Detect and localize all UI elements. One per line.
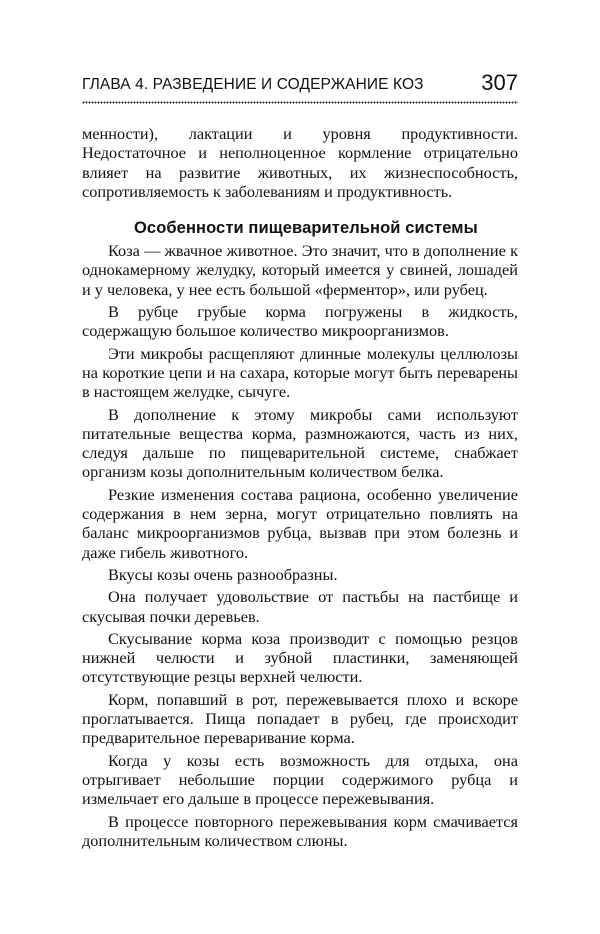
header-divider xyxy=(82,100,518,105)
paragraph: менности), лактации и уровня продуктивности. Недостаточное и неполноценное кормление отрицательно влияет на развитие животных, их жизнеспособность, сопротивляемость к заболеваниям и продуктивность. xyxy=(82,124,518,201)
paragraph: Коза — жвачное животное. Это значит, что в дополнение к однокамерному желудку, который имеется у свиней, лошадей и у человека, у нее есть большой «ферментор», или рубец. xyxy=(82,241,518,299)
paragraph: Резкие изменения состава рациона, особенно увеличение содержания в нем зерна, могут отрицательно повлиять на баланс микроорганизмов рубца, вызвав при этом болезнь и даже гибель животного. xyxy=(82,484,518,562)
page-number: 307 xyxy=(481,70,518,95)
paragraph: Она получает удовольствие от пастьбы на пастбище и скусывая почки деревьев. xyxy=(82,587,518,626)
page-body xyxy=(82,124,518,850)
section-heading: Особенности пищеварительной системы xyxy=(134,219,478,238)
paragraph: Корм, попавший в рот, пережевывается плохо и вскоре проглатывается. Пища попадает в рубец, где происходит предварительное переваривание корма. xyxy=(82,689,518,748)
paragraph: В дополнение к этому микробы сами используют питательные вещества корма, размножаются, часть из них, следуя дальше по пищеварительной системе, снабжает организм козы дополнительным количеством белка. xyxy=(82,404,518,482)
paragraph: Скусывание корма коза производит с помощью резцов нижней челюсти и зубной пластинки, заменяющей отсутствующие резцы верхней челюсти. xyxy=(82,628,518,687)
paragraph: В процессе повторного пережевывания корм смачивается дополнительным количеством слюны. xyxy=(82,811,518,850)
chapter-title: ГЛАВА 4. РАЗВЕДЕНИЕ И СОДЕРЖАНИЕ КОЗ xyxy=(82,76,424,93)
paragraph: В рубце грубые корма погружены в жидкость, содержащую большое количество микроорганизмов. xyxy=(82,302,518,341)
paragraph: Когда у козы есть возможность для отдыха, она отрыгивает небольшие порции содержимого рубца и измельчает его дальше в процессе пережевывания. xyxy=(82,750,518,809)
paragraph: Вкусы козы очень разнообразны. xyxy=(108,564,338,584)
paragraph: Эти микробы расщепляют длинные молекулы целлюлозы на короткие цепи и на сахара, которые могут быть переварены в настоящем желудке, сычуге. xyxy=(82,343,518,402)
